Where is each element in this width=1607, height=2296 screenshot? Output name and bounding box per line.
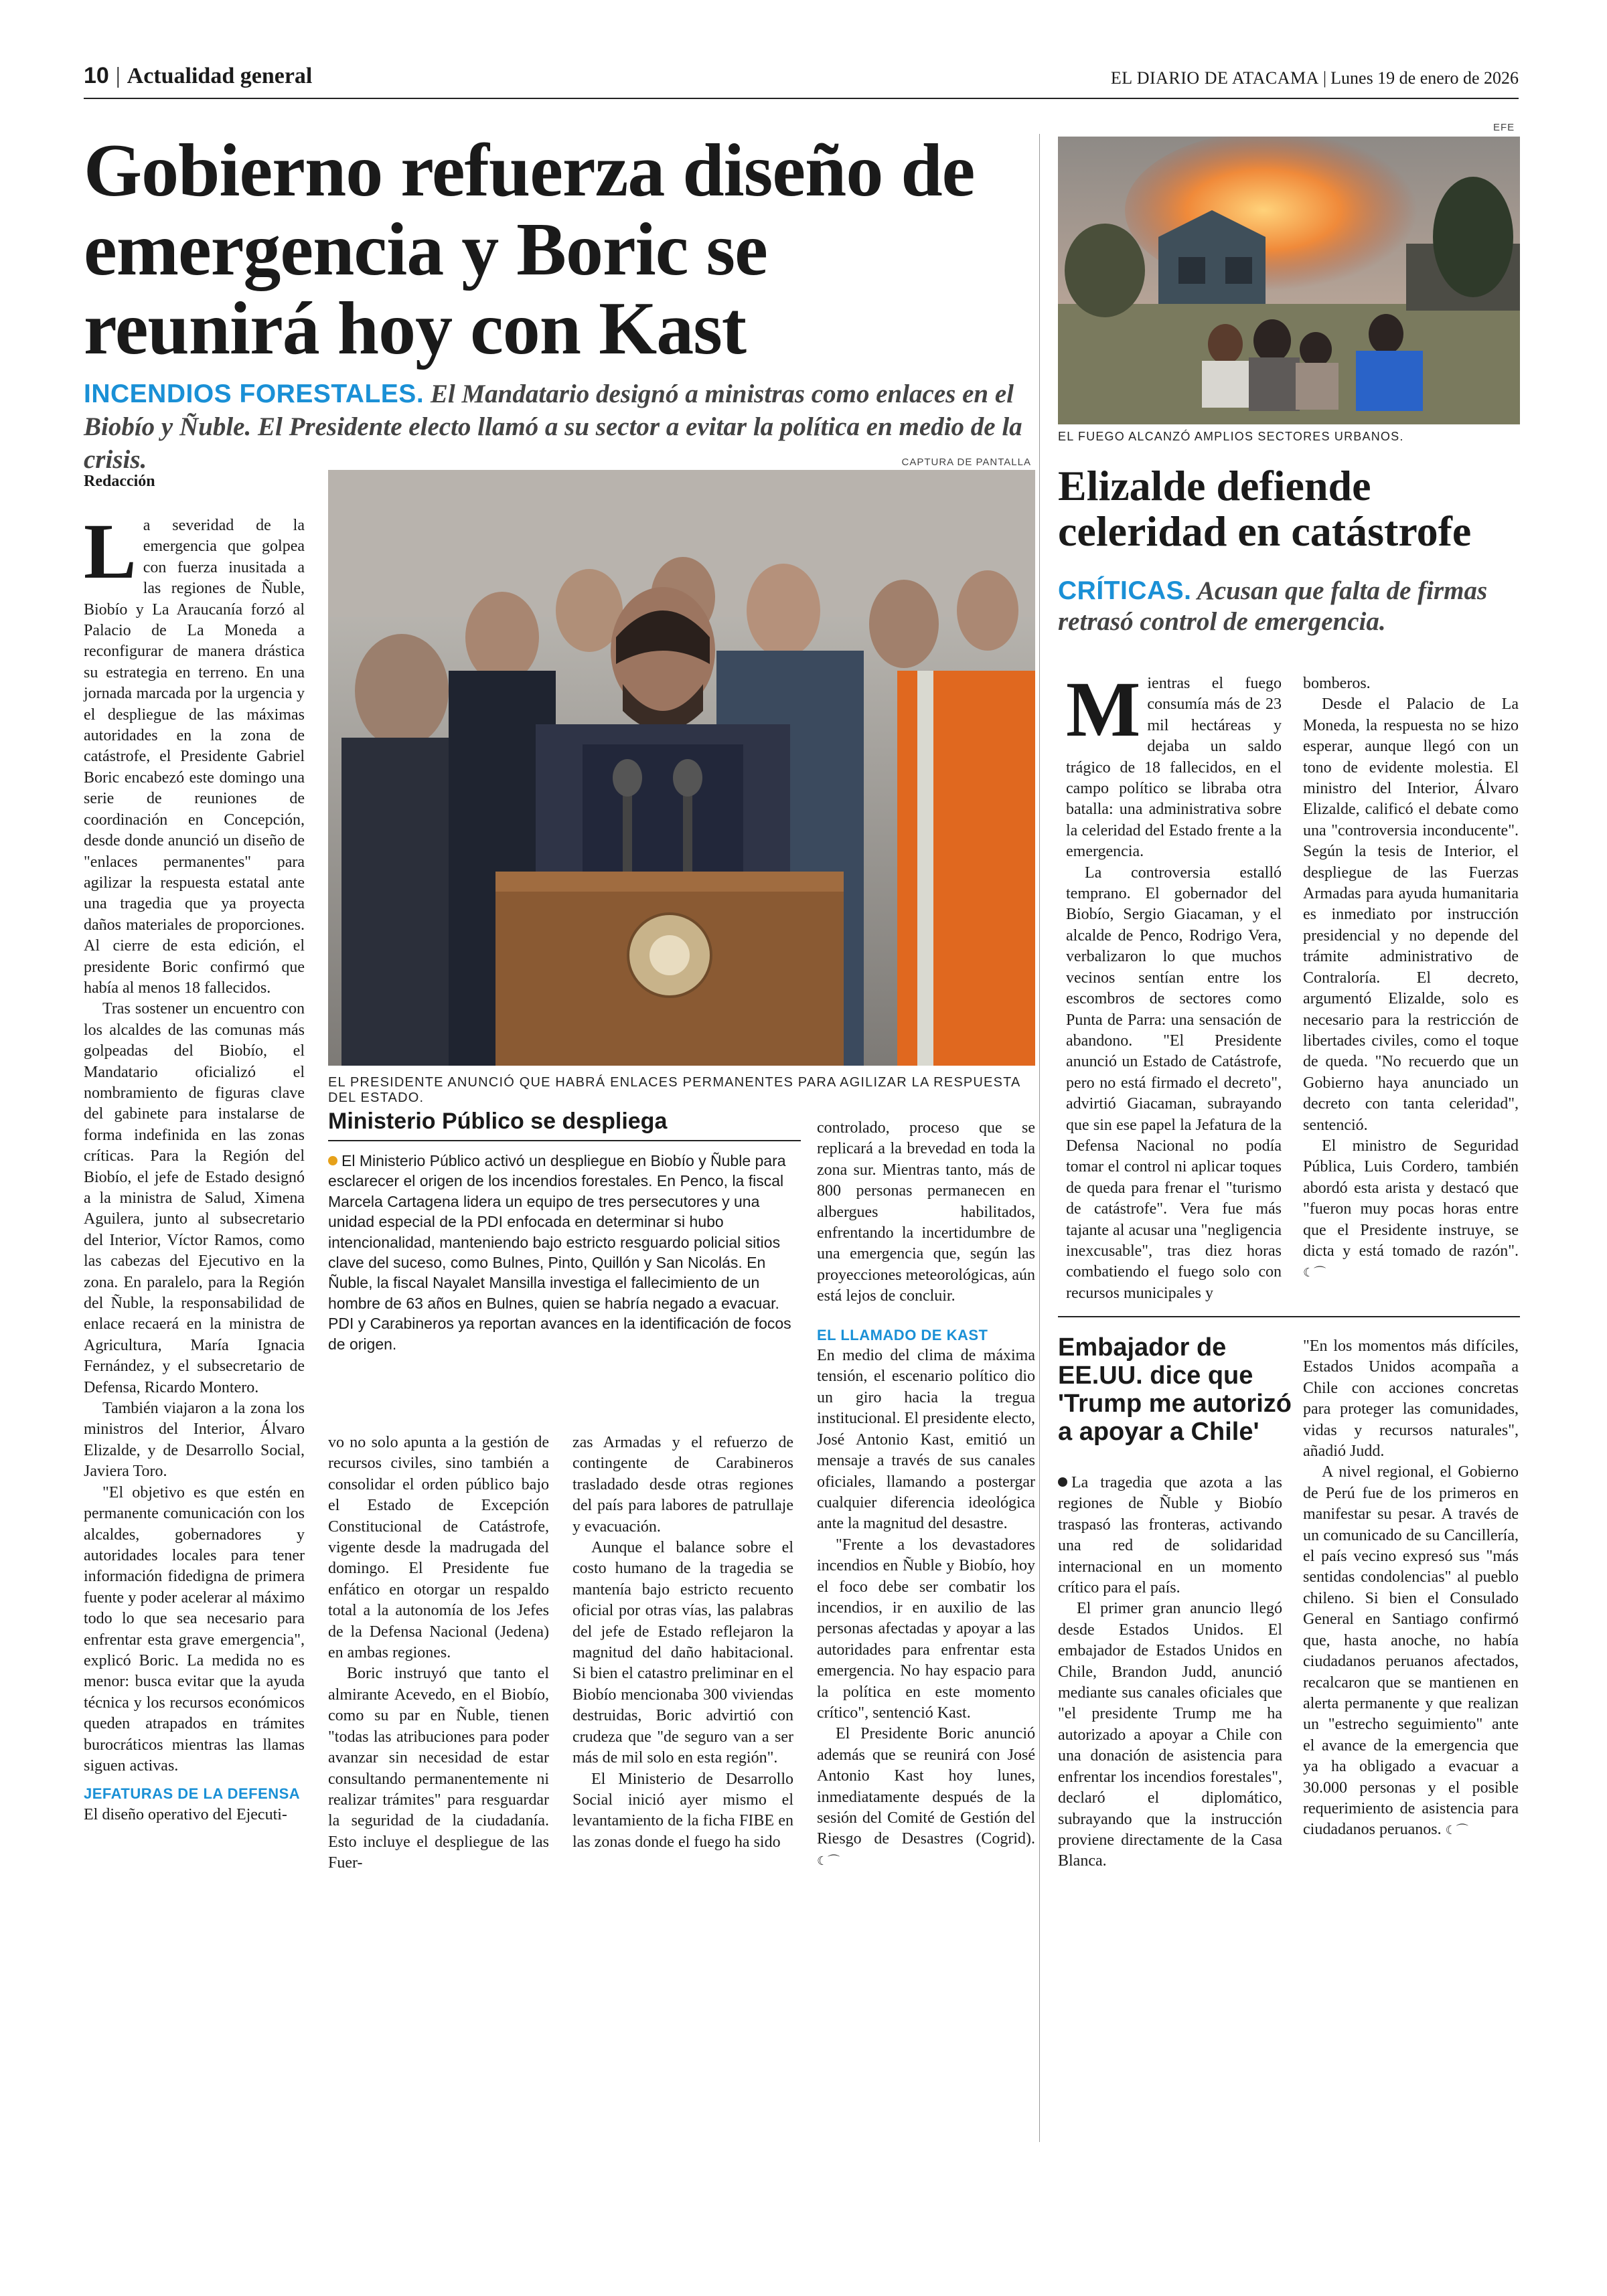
- main-col1-para-2: Tras sostener un encuentro con los alcaldes de las comunas más golpeadas del Biobío, el Mandatario oficializó el nombramiento de figuras clave del gabinete para instalarse de forma indefinida en las zonas críticas. Para la Región del Biobío, el jefe de Estado designó a la ministra de Salud, Ximena Aguilera, junto al subsecretario del Interior, Víctor Ramos, como las cabezas del Ejecutivo en la zona. En paralelo, para la Región del Ñuble, la responsabilidad de enlace recaerá en la ministra de Agricultura, María Ignacia Fernández, y el subsecretario de Defensa, Ricardo Montero.: [84, 1000, 305, 1396]
- main-col4-para-1: En medio del clima de máxima tensión, el escenario político dio un giro hacia la tregua institucional. El presidente electo, José Antonio Kast, emitió un mensaje a través de sus canales oficiales, llamando a postergar cualquier diferencia ideológica ante la magnitud del desastre.: [817, 1347, 1035, 1533]
- press-conference-photo-graphic: [328, 470, 1035, 1066]
- side-col1-para-2: La controversia estalló temprano. El gobernador del Biobío, Sergio Giacaman, y el alcalde de Penco, Rodrigo Vera, verbalizaron lo que muchos vecinos sentían entre los escombros de sectores como Punta de Parra: una sensación de abandono. "El Presidente anunció un Estado de Catástrofe, pero no está firmado el decreto", advirtió Giacaman, subrayando que sin ese papel la Jefatura de la Defensa Nacional no podía tomar el control ni aplicar toques de queda para frenar el "turismo de catástrofe". Vera fue más tajante al acusar una "negligencia inexcusable", tras diez horas combatiendo el fuego solo con recursos municipales y: [1066, 864, 1282, 1302]
- ministerio-publico-box: [328, 1109, 801, 1354]
- side-col1-para-1: [1066, 665, 1282, 863]
- side-col-2: [1303, 673, 1519, 1284]
- box2-rule: [1058, 1316, 1520, 1317]
- main-col3-para-3: El Ministerio de Desarrollo Social inició ayer mismo el levantamiento de la ficha FIBE en las zonas donde el fuego ha sido: [572, 1770, 793, 1851]
- main-photo-caption: EL PRESIDENTE ANUNCIÓ QUE HABRÁ ENLACES PERMANENTES PARA AGILIZAR LA RESPUESTA DEL ESTADO.: [328, 1075, 1020, 1105]
- side-col1-para-1-text: ientras el fuego consumía más de 23 mil hectáreas y dejaba un saldo trágico de 18 fallecidos, en el campo político se libraba otra batalla: una administrativa sobre la celeridad del Estado frente a la emergencia.: [1066, 675, 1282, 861]
- main-col1-para-4: "El objetivo es que estén en permanente comunicación con los alcaldes, gobernadores y autoridades locales para tener información fidedigna de primera fuente y poder acelerar al máximo todo lo que sea necesario para enfrentar esta grave emergencia", explicó Boric. La medida no es menor: busca evitar que la ayuda técnica y los recursos económicos queden atrapados en trámites burocráticos mientras las llamas siguen activas.: [84, 1483, 305, 1775]
- box-text: El Ministerio Público activó un despliegue en Biobío y Ñuble para esclarecer el origen de los incendios forestales. En Penco, la fiscal Marcela Cartagena lidera un equipo de tres persecutores y una unidad especial de la PDI enfocada en determinar si hubo intencionalidad, manteniendo bajo estricto resguardo policial sitios clave del suceso, como Bulnes, Pinto, Quillón y San Nicolás. En Ñuble, la fiscal Nayalet Mansilla investiga el fallecimiento de un hombre de 63 años en Bulnes, quien se habría negado a evacuar. PDI y Carabineros ya reportan avances en la identificación de focos de origen.: [328, 1152, 791, 1353]
- main-kicker: INCENDIOS FORESTALES.: [84, 380, 425, 408]
- main-col-3: [572, 1432, 793, 1853]
- box2-col1-para-1-text: La tragedia que azota a las regiones de Ñuble y Biobío traspasó las fronteras, activando una red de solidaridad internacional en un momento crítico para el país.: [1058, 1474, 1282, 1597]
- main-photo-credit: CAPTURA DE PANTALLA: [901, 457, 1031, 468]
- main-col-1: [84, 507, 305, 1825]
- side-headline: Elizalde defiende celeridad en catástrofe: [1058, 462, 1472, 555]
- side-drop-cap: M: [1066, 665, 1141, 753]
- main-subhead-defensa: JEFATURAS DE LA DEFENSA: [84, 1785, 301, 1803]
- end-of-article-icon: ☾⌒: [1303, 1266, 1326, 1281]
- main-col1-para-3: También viajaron a la zona los ministros del Interior, Álvaro Elizalde, y de Desarrollo Social, Javiera Toro.: [84, 1400, 305, 1481]
- main-col-2: [328, 1432, 549, 1874]
- main-deck-text: El Mandatario designó a ministras como enlaces en el Biobío y Ñuble. El Presidente electo llamó a su sector a evitar la política en medio de la crisis.: [84, 380, 1022, 474]
- side-col2-para-1: bomberos.: [1303, 675, 1371, 692]
- side-deck: [1058, 576, 1527, 637]
- main-col4-para-2: "Frente a los devastadores incendios en Ñuble y Biobío, hoy el foco debe ser combatir los incendios, ir en auxilio de las personas afectadas y apoyar a las autoridades para enfrentar esta emergencia. No hay espacio para la política en este momento crítico", sentenció Kast.: [817, 1536, 1035, 1722]
- section-name: Actualidad general: [127, 64, 313, 88]
- box2-col2-para-2: [1303, 1462, 1519, 1841]
- box2-title: Embajador de EE.UU. dice que 'Trump me autorizó a apoyar a Chile': [1058, 1333, 1292, 1446]
- press-conference-photo: [328, 470, 1035, 1066]
- box-title: Ministerio Público se despliega: [328, 1109, 668, 1134]
- main-headline: Gobierno refuerza diseño de emergencia y Boric se reunirá hoy con Kast: [84, 129, 975, 370]
- main-col4-para-3: [817, 1724, 1035, 1872]
- bullet-icon: [1058, 1477, 1067, 1487]
- side-photo-caption: EL FUEGO ALCANZÓ AMPLIOS SECTORES URBANOS.: [1058, 430, 1404, 443]
- issue-date: Lunes 19 de enero de 2026: [1330, 68, 1519, 88]
- header-rule: [84, 98, 1519, 99]
- masthead: EL DIARIO DE ATACAMA | Lunes 19 de enero de 2026: [1110, 68, 1519, 88]
- side-col2-para-2: Desde el Palacio de La Moneda, la respuesta no se hizo esperar, aunque llegó con un tono de evidente molestia. El ministro del Interior, Álvaro Elizalde, calificó el debate como una "controversia inconducente". Según la tesis de Interior, el despliegue de las Fuerzas Armadas para ayuda humanitaria es inmediato por instrucción presidencial y no depende del trámite administrativo de Contraloría. El decreto, argumentó Elizalde, solo es necesario para la restricción de libertades civiles, como el toque de queda. "No recuerdo que un Gobierno haya anunciado un decreto con tanta celeridad", sentenció.: [1303, 695, 1519, 1134]
- main-col1-para-1: [84, 507, 305, 999]
- byline: Redacción: [84, 473, 155, 490]
- box2-col-1: [1058, 1473, 1282, 1872]
- side-kicker: CRÍTICAS.: [1058, 576, 1192, 605]
- wildfire-photo-graphic: [1058, 137, 1520, 424]
- main-col4-top: controlado, proceso que se replicará a la brevedad en toda la zona sur. Mientras tanto, más de 800 personas permanecen en albergues habilitados, enfrentando la incertidumbre de una emergencia que, según las proyecciones meteorológicas, aún está lejos de concluir.: [817, 1119, 1035, 1305]
- page-folio: 10 | Actualidad general: [84, 63, 313, 88]
- box2-col2-para-1: "En los momentos más difíciles, Estados Unidos acompaña a Chile con acciones concretas para proteger las comunidades, vidas y recursos naturales", añadió Judd.: [1303, 1337, 1519, 1461]
- page-number: 10: [84, 63, 109, 88]
- side-col2-para-3-text: El ministro de Seguridad Pública, Luis Cordero, también abordó esta arista y destacó que "fueron muy pocas horas entre que el Presidente instruye, se dicta y está tomado de razón".: [1303, 1137, 1519, 1260]
- side-col-1: [1066, 665, 1282, 1304]
- box2-col2-para-2-text: A nivel regional, el Gobierno de Perú fue de los primeros en manifestar su pesar. A través de un comunicado de su Cancillería, el país vecino expresó sus "más sentidas condolencias" al pueblo chileno. Si bien el Consulado General en Santiago confirmó que, hasta anoche, no había ciudadanos peruanos afectados, recalcaron que se mantienen en alerta permanente y que realizan un "estrecho seguimiento" ante el avance de la emergencia que ya ha obligado a evacuar a 30.000 personas y el posible requerimiento de asistencia para ciudadanos peruanos.: [1303, 1463, 1519, 1839]
- box2-col-2: [1303, 1336, 1519, 1841]
- main-col4-para-3-text: El Presidente Boric anunció además que se reunirá con José Antonio Kast hoy lunes, inmediatamente después de la sesión del Comité de Gestión del Riesgo de Desastres (Cogrid).: [817, 1725, 1035, 1848]
- newspaper-name: EL DIARIO DE ATACAMA: [1110, 68, 1319, 88]
- side-deck-text: Acusan que falta de firmas retrasó control de emergencia.: [1058, 576, 1488, 636]
- main-col2-para-1: vo no solo apunta a la gestión de recursos civiles, sino también a consolidar el orden público bajo el Estado de Excepción Constitucional de Catástrofe, vigente desde la madrugada del domingo. El Presidente fue enfático en otorgar un respaldo total a la autonomía de los Jefes de la Defensa Nacional (Jedena) en ambas regiones.: [328, 1434, 549, 1662]
- main-col3-para-2: Aunque el balance sobre el costo humano de la tragedia se mantenía bajo estricto recuento oficial por otras vías, las palabras del jefe de Estado reflejaron la magnitud del daño habitacional. Si bien el catastro preliminar en el Biobío mencionaba 300 viviendas destruidas, Boric advirtió con crudeza que "de seguro van a ser más de mil solo en esta región".: [572, 1539, 793, 1767]
- main-col-4: [817, 1118, 1035, 1872]
- box2-col1-para-2: El primer gran anuncio llegó desde Estados Unidos. El embajador de Estados Unidos en Chile, Brandon Judd, anunció mediante sus canales oficiales que "el presidente Trump me ha autorizado a apoyar a Chile con una donación de asistencia para enfrentar los incendios forestales", declaró el diplomático, subrayando que la instrucción proviene directamente de la Casa Blanca.: [1058, 1600, 1282, 1870]
- main-col1-tail: El diseño operativo del Ejecuti-: [84, 1805, 287, 1823]
- main-subhead-kast: EL LLAMADO DE KAST: [817, 1326, 988, 1343]
- box2-col1-para-1: [1058, 1473, 1282, 1598]
- box-rule: [328, 1140, 801, 1141]
- main-col1-para-1-text: a severidad de la emergencia que golpea con fuerza inusitada a las regiones de Ñuble, Biobío y La Araucanía forzó al Palacio de La Moneda a reconfigurar de manera drástica su estrategia en terreno. En una jornada marcada por la urgencia y el despliegue de las máximas autoridades en la zona de catástrofe, el Presidente Gabriel Boric encabezó este domingo una serie de reuniones de coordinación en Concepción, desde donde anunció un diseño de "enlaces permanentes" para agilizar la respuesta estatal ante una tragedia que ya proyecta daños materiales de proporciones. Al cierre de esta edición, el presidente Boric confirmó que había al menos 18 fallecidos.: [84, 517, 305, 997]
- box-body: [328, 1151, 801, 1354]
- main-col2-para-2: Boric instruyó que tanto el almirante Acevedo, en el Biobío, como su par en Ñuble, tienen "todas las atribuciones para poder avanzar sin necesidad de estar consultando permanentemente ni realizar trámites" para resguardar la seguridad de la ciudadanía. Esto incluye el despliegue de las Fuer-: [328, 1665, 549, 1872]
- end-of-article-icon: ☾⌒: [817, 1854, 840, 1868]
- main-col3-para-1: zas Armadas y el refuerzo de contingente de Carabineros trasladado desde otras regiones del país para labores de patrullaje y evacuación.: [572, 1434, 793, 1536]
- end-of-article-icon: ☾⌒: [1445, 1823, 1468, 1838]
- bullet-icon: [328, 1156, 337, 1165]
- side-col2-para-3: [1303, 1136, 1519, 1284]
- drop-cap: L: [84, 507, 137, 595]
- side-photo-credit: EFE: [1493, 122, 1515, 133]
- wildfire-photo: [1058, 137, 1520, 424]
